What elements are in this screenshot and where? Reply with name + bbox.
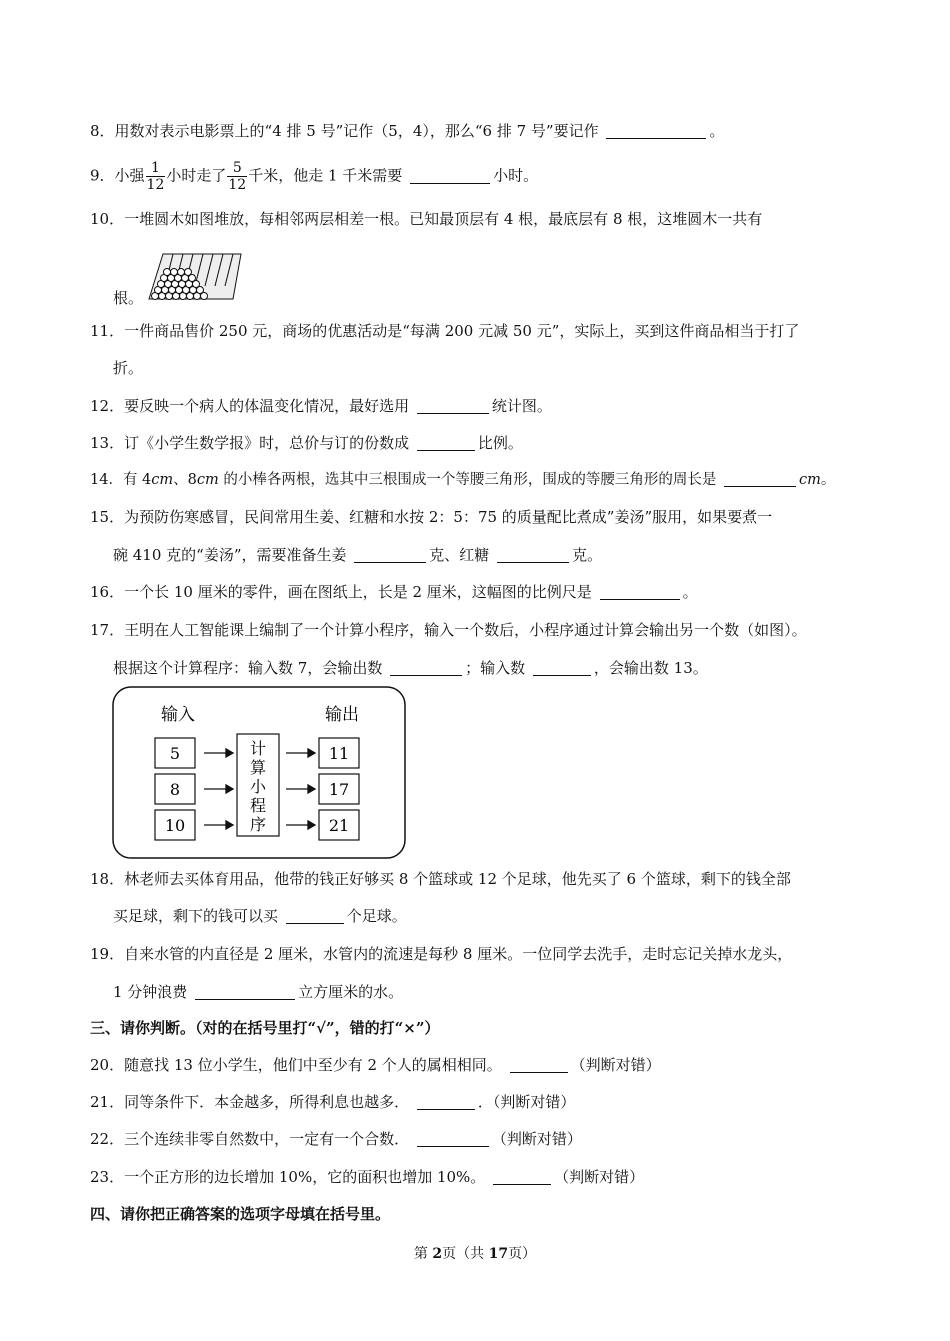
input-value: 10 (164, 816, 186, 835)
answer-blank[interactable] (195, 983, 295, 1000)
fraction: $\frac{5}{12}$ (228, 160, 247, 193)
input-value: 8 (169, 780, 181, 799)
output-value: 11 (328, 744, 350, 763)
program-char: 计 (249, 739, 267, 758)
question-18-cont: 买足球，剩下的钱可以买 个足球。 (113, 907, 407, 925)
answer-blank[interactable] (286, 907, 344, 924)
question-23: 23．一个正方形的边长增加 10%，它的面积也增加 10%。 （判断对错） (90, 1168, 645, 1186)
answer-blank[interactable] (417, 434, 475, 451)
fraction: $\frac{1}{12}$ (146, 160, 165, 193)
page-footer: 第 2页（共 17页） (413, 1246, 537, 1262)
question-18: 18．林老师去买体育用品，他带的钱正好够买 8 个篮球或 12 个足球，他先买了 6 个篮球，剩下的钱全部 (90, 870, 791, 888)
logs-stack-image (145, 244, 245, 304)
answer-blank[interactable] (497, 546, 569, 563)
question-22: 22．三个连续非零自然数中，一定有一个合数． （判断对错） (90, 1130, 582, 1148)
question-19-cont: 1 分钟浪费 立方厘米的水。 (113, 983, 404, 1001)
answer-blank[interactable] (724, 470, 796, 487)
calculation-program-diagram (112, 686, 406, 860)
answer-blank[interactable] (606, 122, 706, 139)
question-8: 8．用数对表示电影票上的“4 排 5 号”记作（5，4），那么“6 排 7 号”要记作 。 (90, 122, 725, 140)
question-11-cont: 折。 (113, 359, 144, 377)
page-number: 2 (432, 1246, 443, 1262)
answer-blank[interactable] (390, 659, 462, 676)
program-char: 序 (249, 815, 267, 834)
question-14: 14．有 4cm、8cm 的小棒各两根，选其中三根围成一个等腰三角形，围成的等腰三角形的周长是 cm。 (90, 472, 836, 488)
answer-blank[interactable] (417, 1130, 489, 1147)
answer-blank[interactable] (600, 583, 680, 600)
question-21: 21．同等条件下．本金越多，所得利息也越多． ．（判断对错） (90, 1093, 576, 1111)
output-label: 输出 (325, 705, 359, 725)
program-char: 算 (249, 758, 267, 777)
output-value: 21 (328, 816, 350, 835)
section-3-heading: 三、请你判断。（对的在括号里打“√”，错的打“×”） (90, 1019, 440, 1037)
question-17-cont: 根据这个计算程序：输入数 7，会输出数 ；输入数 ，会输出数 13。 (113, 659, 708, 677)
answer-blank[interactable] (354, 546, 426, 563)
question-12: 12．要反映一个病人的体温变化情况，最好选用 统计图。 (90, 397, 552, 415)
answer-blank[interactable] (493, 1168, 551, 1185)
question-10-cont: 根。 (113, 289, 144, 307)
question-13: 13．订《小学生数学报》时，总价与订的份数成 比例。 (90, 434, 523, 452)
question-15: 15．为预防伤寒感冒，民间常用生姜、红糖和水按 2：5：75 的质量配比煮成”姜汤”服用，如果要煮一 (90, 508, 773, 526)
answer-blank[interactable] (533, 659, 591, 676)
program-char: 程 (249, 796, 267, 815)
question-19: 19．自来水管的内直径是 2 厘米，水管内的流速是每秒 8 厘米。一位同学去洗手，走时忘记关掉水龙头， (90, 945, 793, 963)
question-10: 10．一堆圆木如图堆放，每相邻两层相差一根。已知最顶层有 4 根，最底层有 8 根，这堆圆木一共有 (90, 210, 763, 228)
question-15-cont: 碗 410 克的“姜汤”，需要准备生姜 克、红糖 克。 (113, 546, 603, 564)
question-11: 11．一件商品售价 250 元，商场的优惠活动是“每满 200 元减 50 元”，实际上，买到这件商品相当于打了 (90, 322, 800, 340)
input-value: 5 (169, 744, 181, 763)
section-4-heading: 四、请你把正确答案的选项字母填在括号里。 (90, 1205, 391, 1223)
program-char: 小 (249, 777, 267, 796)
answer-blank[interactable] (417, 1093, 475, 1110)
page-total: 17 (488, 1246, 509, 1262)
question-17: 17．王明在人工智能课上编制了一个计算小程序，输入一个数后，小程序通过计算会输出另一个数（如图）。 (90, 621, 807, 639)
answer-blank[interactable] (417, 397, 489, 414)
answer-blank[interactable] (410, 167, 490, 184)
question-16: 16．一个长 10 厘米的零件，画在图纸上，长是 2 厘米，这幅图的比例尺是 。 (90, 583, 698, 601)
question-9: 9．小强 $\frac{1}{12}$ 小时走了 $\frac{5}{12}$ 千米，他走 1 千米需要 小时。 (90, 160, 539, 193)
output-value: 17 (328, 780, 350, 799)
answer-blank[interactable] (510, 1056, 568, 1073)
question-20: 20．随意找 13 位小学生，他们中至少有 2 个人的属相相同。 （判断对错） (90, 1056, 661, 1074)
input-label: 输入 (161, 705, 195, 725)
